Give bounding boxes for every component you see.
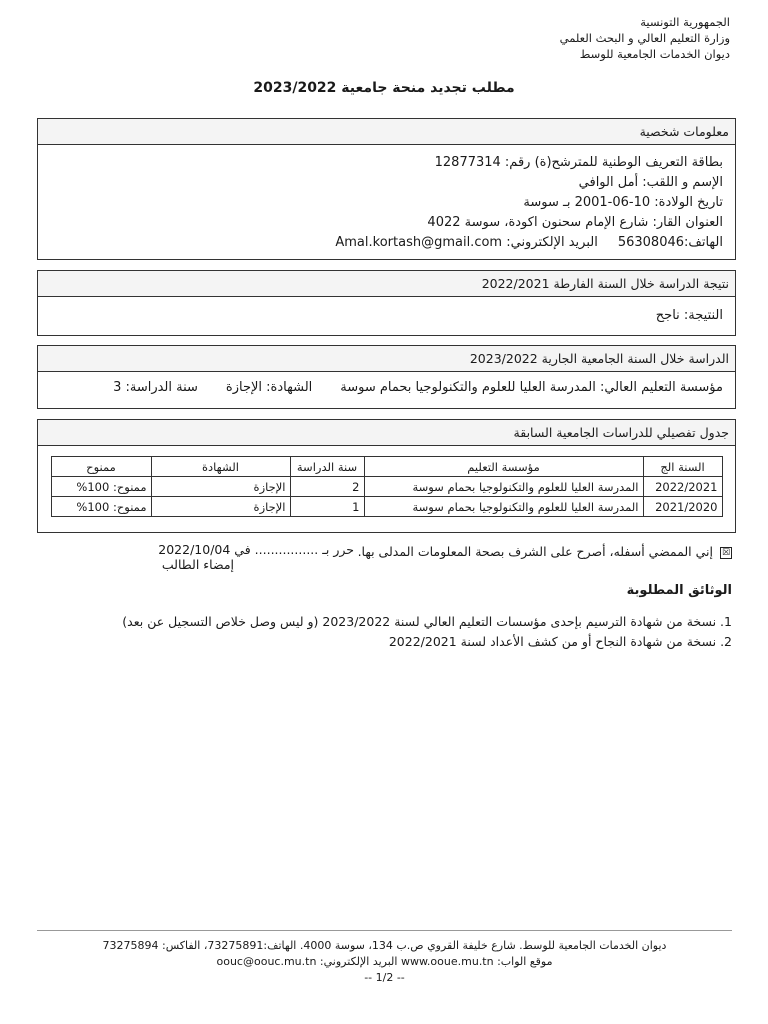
header-ministry: وزارة التعليم العالي و البحث العلمي [559, 31, 730, 45]
header-country: الجمهورية التونسية [640, 15, 730, 29]
declaration-text: إني الممضي أسفله، أصرح على الشرف بصحة المعلومات المدلى بها. [357, 544, 714, 559]
contact-line [50, 233, 723, 253]
result-section [37, 270, 736, 336]
col-study-year: سنة الدراسة [290, 457, 364, 477]
footer-divider [37, 930, 732, 931]
current-institution: مؤسسة التعليم العالي: المدرسة العليا للعلوم والتكنولوجيا بحمام سوسة [340, 380, 723, 395]
personal-info-section [37, 118, 736, 260]
birth-date: تاريخ الولادة: 10-06-2001 بـ سوسة [523, 195, 723, 210]
current-study-heading: الدراسة خلال السنة الجامعية الجارية 2023/2022 [38, 346, 735, 372]
declaration-checkbox[interactable]: ☒ [721, 547, 731, 558]
col-grant: ممنوح [51, 457, 151, 477]
documents-list [122, 612, 732, 652]
footer-address: ديوان الخدمات الجامعية للوسط. شارع خليفة القروي ص.ب 134، سوسة 4000. الهاتف:73275891، الفاكس: 73275894 [102, 939, 667, 952]
list-item: 1. نسخة من شهادة الترسيم بإحدى مؤسسات التعليم العالي لسنة 2023/2022 (و ليس وصل خلاص التسجيل عن بعد) [122, 614, 732, 629]
row-diploma: الإجازة [151, 477, 290, 497]
id-number: بطاقة التعريف الوطنية للمترشح(ة) رقم: 12877314 [434, 155, 723, 170]
history-section [37, 419, 736, 533]
history-table [51, 456, 723, 517]
row-study-year: 2 [290, 477, 364, 497]
signature-block [124, 542, 354, 572]
phone: الهاتف:56308046 [617, 235, 723, 250]
personal-info-heading: معلومات شخصية [38, 119, 735, 145]
row-institution: المدرسة العليا للعلوم والتكنولوجيا بحمام سوسة [364, 477, 643, 497]
result-value: النتيجة: ناجح [655, 308, 723, 323]
page-number: -- 1/2 -- [364, 971, 405, 984]
row-year: 2021/2020 [643, 497, 722, 517]
current-year: سنة الدراسة: 3 [113, 380, 198, 395]
table-row [51, 497, 722, 517]
row-grant: ممنوح: 100% [51, 497, 151, 517]
form-title: مطلب تجديد منحة جامعية 2023/2022 [253, 80, 515, 96]
email: البريد الإلكتروني: Amal.kortash@gmail.com [335, 235, 598, 250]
list-item: 2. نسخة من شهادة النجاح أو من كشف الأعداد لسنة 2022/2021 [388, 634, 732, 649]
row-diploma: الإجازة [151, 497, 290, 517]
declaration [358, 544, 732, 559]
row-institution: المدرسة العليا للعلوم والتكنولوجيا بحمام سوسة [364, 497, 643, 517]
documents-heading: الوثائق المطلوبة [626, 583, 732, 598]
footer-contact: موقع الواب: www.ooue.mu.tn البريد الإلكتروني: oouc@oouc.mu.tn [216, 955, 553, 968]
signature-label: إمضاء الطالب [161, 557, 234, 572]
current-diploma: الشهادة: الإجازة [225, 380, 313, 395]
written-at: حرر بـ ................ في 2022/10/04 [158, 542, 354, 557]
result-heading: نتيجة الدراسة خلال السنة الفارطة 2022/2021 [38, 271, 735, 297]
history-heading: جدول تفصيلي للدراسات الجامعية السابقة [38, 420, 735, 446]
history-header-row [51, 457, 722, 477]
footer [37, 938, 732, 986]
col-year: السنة الج [643, 457, 722, 477]
col-diploma: الشهادة [151, 457, 290, 477]
address: العنوان القار: شارع الإمام سحنون اكودة، سوسة 4022 [427, 215, 723, 230]
row-study-year: 1 [290, 497, 364, 517]
row-year: 2022/2021 [643, 477, 722, 497]
col-institution: مؤسسة التعليم [364, 457, 643, 477]
full-name: الإسم و اللقب: أمل الوافي [578, 175, 723, 190]
header-office: ديوان الخدمات الجامعية للوسط [579, 47, 730, 61]
current-study-section [37, 345, 736, 409]
ministry-header [330, 14, 730, 62]
current-study-line [50, 378, 723, 398]
table-row [51, 477, 722, 497]
row-grant: ممنوح: 100% [51, 477, 151, 497]
